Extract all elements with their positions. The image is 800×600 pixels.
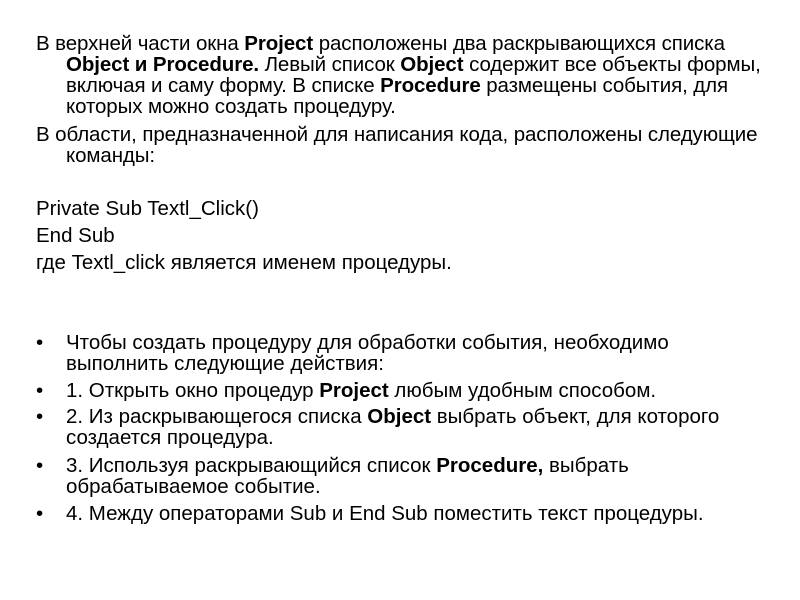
bullet-text [66,380,766,401]
bullet-item-step-3 [36,455,766,497]
step1-bold-project: Project [319,379,389,402]
step2-text-2: выбрать объект, для которого создается процедура. [66,405,720,449]
step1-text-2: любым удобным способом. [388,379,657,402]
bullet-marker: • [36,331,44,354]
para1-bold-procedure: Procedure [380,74,481,97]
step3-text-2: выбрать обрабатываемое событие. [66,454,629,498]
para1-text-4: содержит все объекты формы, включая и саму форму. В списке [66,53,761,97]
bullet-marker: • [36,502,44,525]
step1-text-1: 1. Открыть окно процедур [66,379,320,402]
para1-bold-project: Project [244,32,314,55]
step2-bold-object: Object [367,405,432,428]
para1-text-1: В верхней части окна [36,32,245,55]
para2-text: В области, предназначенной для написания кода, расположены следующие команды: [36,123,758,167]
bullet-text [66,455,766,497]
bullet-text: 4. Между операторами Sub и End Sub поместить текст процедуры. [66,502,704,525]
bullet-marker: • [36,379,44,402]
para1-bold-object-procedure: Object и Procedure. [66,53,259,76]
bullet-item-intro [36,332,766,374]
bullet-text [66,406,766,448]
code-line-end-sub: End Sub [36,224,115,247]
bullet-marker: • [36,405,44,428]
bullet-item-step-2 [36,406,766,448]
para1-bold-object: Object [400,53,464,76]
bullet-text: Чтобы создать процедуру для обработки события, необходимо выполнить следующие действия: [66,331,669,375]
para1-text-2: расположены два раскрывающихся списка [313,32,725,55]
code-line-explanation: где Textl_click является именем процедуры. [36,251,452,274]
step3-text-1: 3. Используя раскрывающийся список [66,454,437,477]
code-line-sub: Private Sub Textl_Click() [36,197,259,220]
step2-text-1: 2. Из раскрывающегося списка [66,405,368,428]
bullet-marker: • [36,454,44,477]
paragraph-code-area [36,124,786,166]
paragraph-project-lists [36,33,786,117]
step3-bold-procedure: Procedure, [436,454,544,477]
bullet-item-step-1 [36,380,766,401]
bullet-item-step-4 [36,503,766,524]
para1-text-3: Левый список [258,53,401,76]
para1-text-5: размещены события, для которых можно создать процедуру. [66,74,728,118]
